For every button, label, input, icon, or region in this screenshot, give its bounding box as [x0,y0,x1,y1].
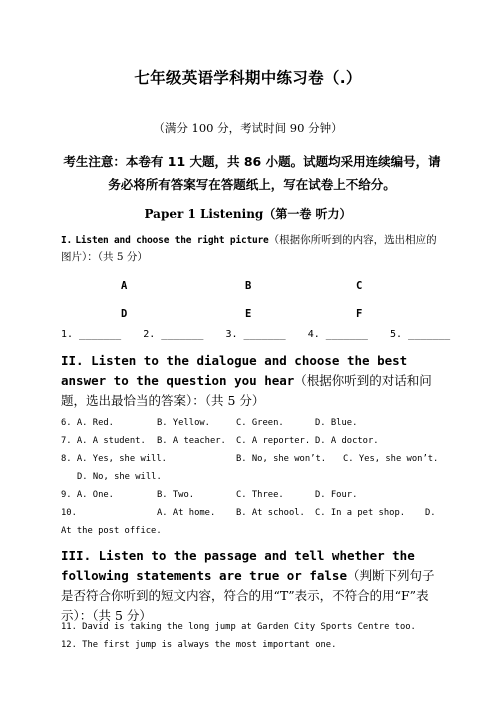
picture-label-b: B [245,280,252,292]
paper-heading: Paper 1 Listening（第一卷 听力） [144,207,352,221]
q6-option-a: 6. A. Red. [61,418,114,428]
section-1-heading [61,232,441,266]
section-2-heading [61,351,439,411]
q10-option-b: B. At school. [236,508,305,518]
section-2-number: II. [61,353,84,368]
answer-blank-2: 2. _______ [143,329,204,340]
q9-option-c: C. Three. [236,490,284,500]
section-3-number: III. [61,548,92,563]
section-2-instruction: （根据你听到的对话和问题，选出最恰当的答案）：（共 5 分） [61,373,432,408]
section-1-number: I. [61,235,73,246]
section-3-heading [61,546,439,626]
exam-title: 七年级英语学科期中练习卷（.） [134,69,362,87]
q11-statement: 11. David is taking the long jump at Garden City Sports Centre too. [61,622,416,632]
q6-option-d: D. Blue. [315,418,358,428]
q10-option-a: A. At home. [157,508,216,518]
answer-blank-5: 5. _______ [390,329,451,340]
section-1-instruction: （根据你所听到的内容，选出相应的图片）：（共 5 分） [61,234,437,263]
q7-option-d: D. A doctor. [315,436,379,446]
q8-option-c: C. Yes, she won’t. [343,454,439,464]
answer-blanks-row [61,329,466,340]
q7-option-a: 7. A. A student. [61,436,146,446]
q10-number: 10. [61,508,77,518]
q9-option-a: 9. A. One. [61,490,114,500]
section-2-title: Listen to the dialogue and choose the best answer to the question you hear [61,353,408,388]
q9-option-b: B. Two. [157,490,195,500]
q6-option-b: B. Yellow. [157,418,210,428]
section-1-title: Listen and choose the right picture [75,235,269,246]
q8-option-d: D. No, she will. [77,472,162,482]
q10-option-c: C. In a pet shop. [315,508,406,518]
q8-option-b: B. No, she won’t. [236,454,327,464]
q10-option-d-label: D. [425,508,436,518]
picture-label-d: D [121,308,128,320]
q10-option-d-text: At the post office. [61,526,162,536]
q6-option-c: C. Green. [236,418,284,428]
picture-label-f: F [356,308,363,320]
picture-label-a: A [121,280,128,292]
answer-blank-3: 3. _______ [225,329,286,340]
q8-option-a: 8. A. Yes, she will. [61,454,167,464]
section-3-instruction: （判断下列句子是否符合你听到的短文内容，符合的用“T”表示，不符合的用“F”表示）：（共 5 分） [61,568,435,623]
exam-subtitle: （满分 100 分，考试时间 90 分钟） [153,121,343,135]
q12-statement: 12. The first jump is always the most important one. [61,640,337,650]
q7-option-b: B. A teacher. [157,436,226,446]
q9-option-d: D. Four. [315,490,358,500]
exam-notice: 考生注意：本卷有 11 大题，共 86 小题。试题均采用连续编号，请务必将所有答案写在答题纸上，写在试卷上不给分。 [63,154,441,192]
picture-label-c: C [356,280,363,292]
answer-blank-1: 1. _______ [61,329,122,340]
picture-label-e: E [245,308,252,320]
answer-blank-4: 4. _______ [307,329,368,340]
section-3-title: Listen to the passage and tell whether the following statements are true or false [61,548,415,583]
q7-option-c: C. A reporter. [236,436,311,446]
